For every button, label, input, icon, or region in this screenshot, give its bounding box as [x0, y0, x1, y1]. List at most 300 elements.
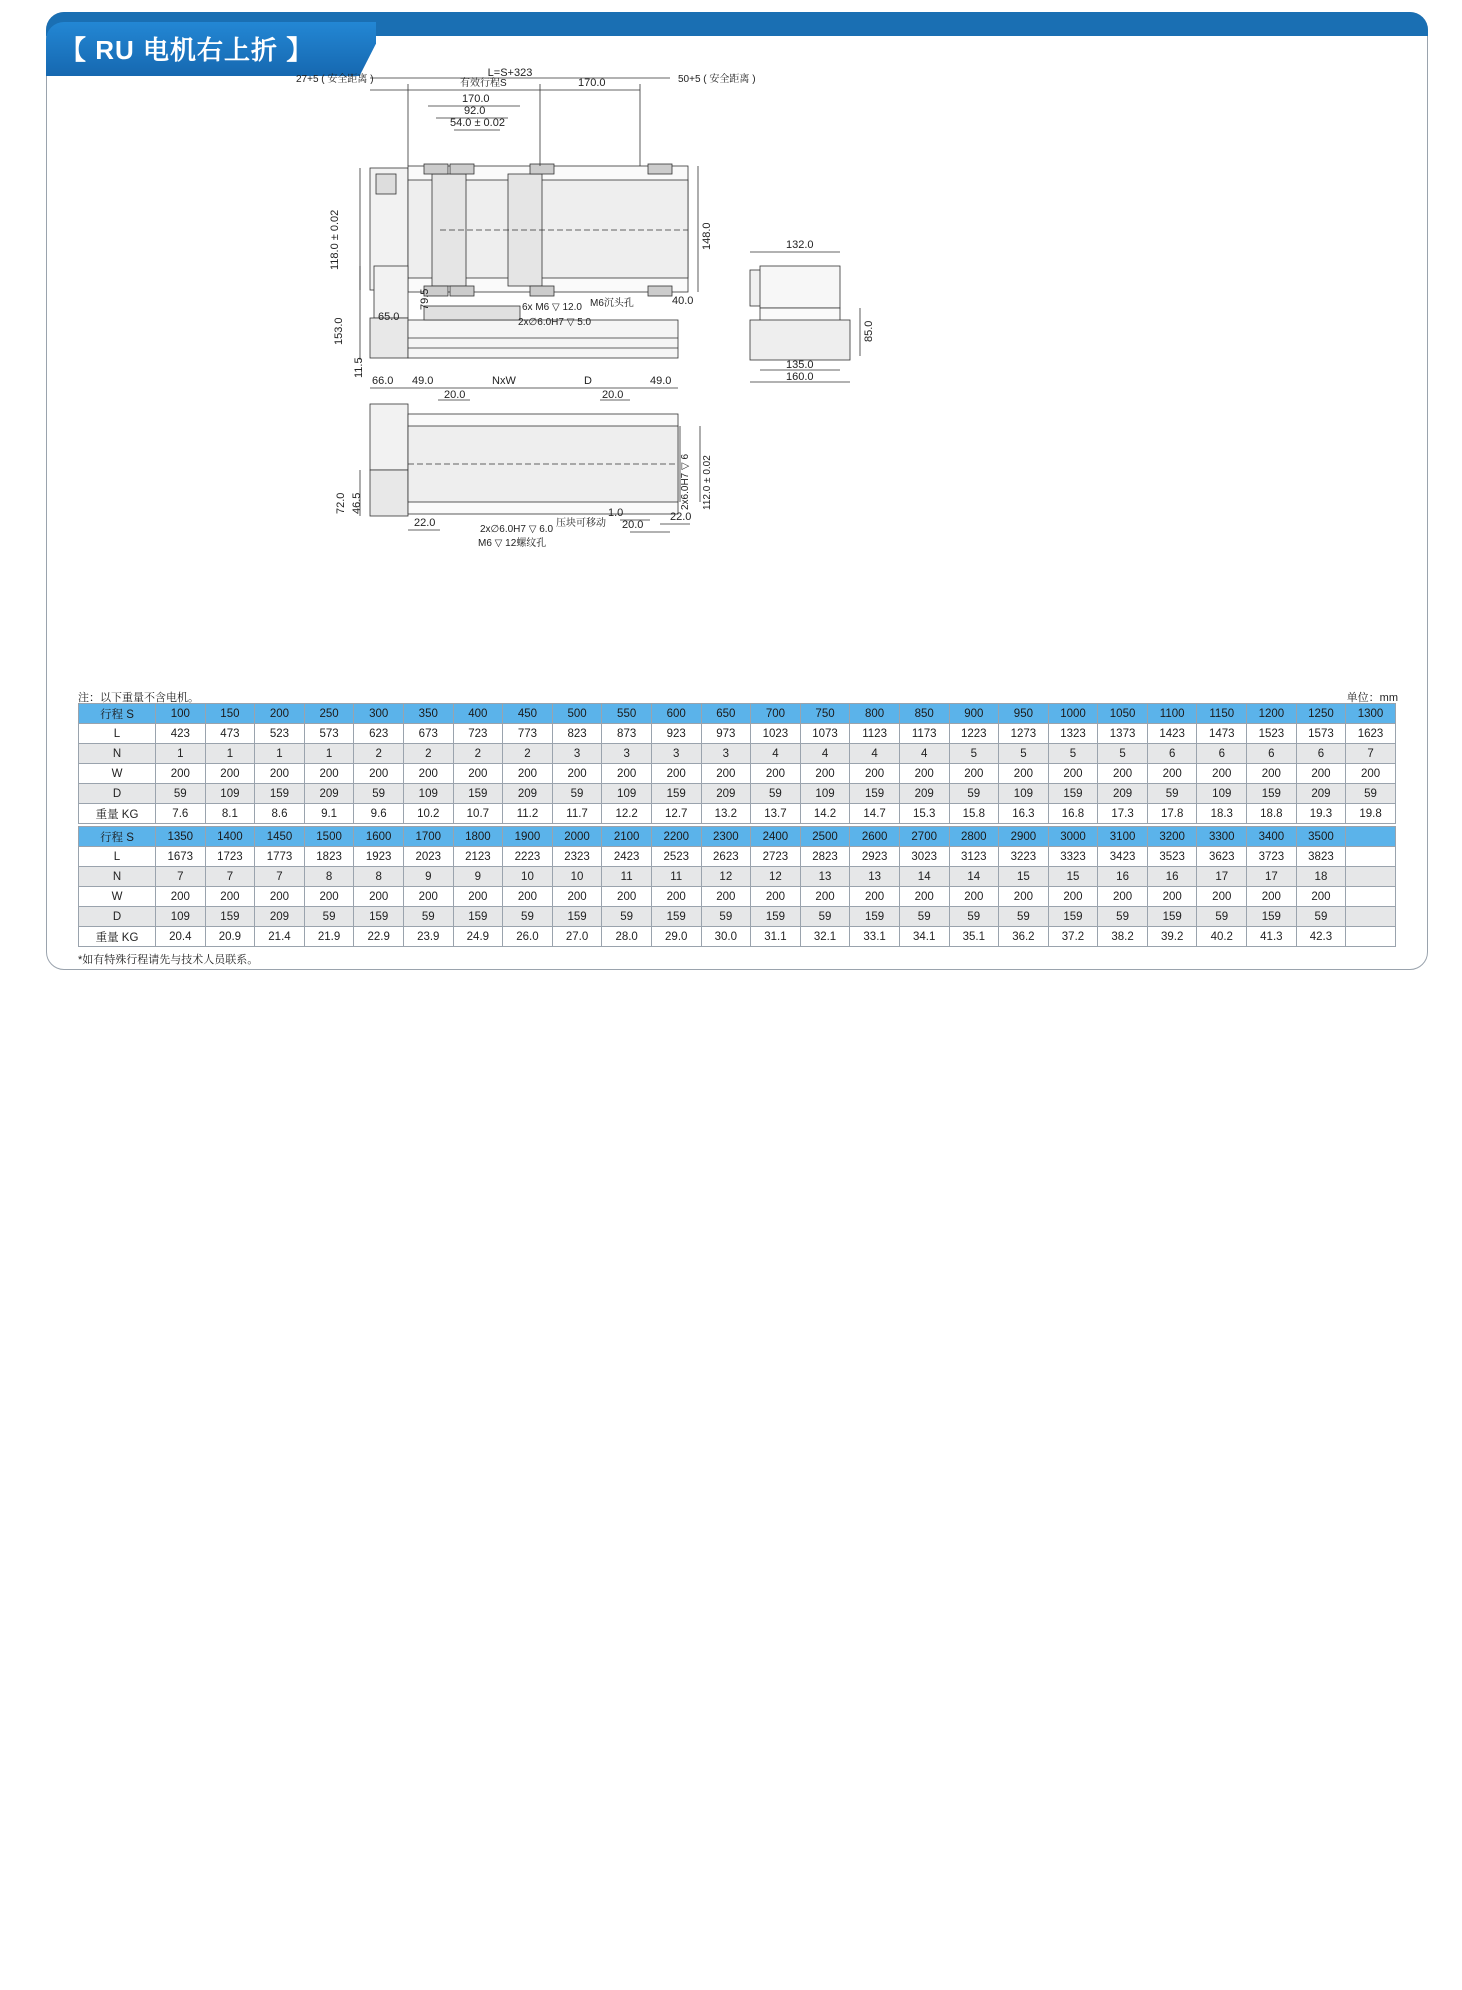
- table-cell: 19.3: [1296, 804, 1346, 824]
- table-cell: 159: [1247, 907, 1297, 927]
- table-cell: 1123: [850, 724, 900, 744]
- table-cell: 18.8: [1247, 804, 1297, 824]
- table-cell: 2523: [651, 847, 701, 867]
- table-cell: 1323: [1048, 724, 1098, 744]
- table-cell: 41.3: [1247, 927, 1297, 947]
- dim-65: 65.0: [378, 311, 400, 323]
- table-cell: 3623: [1197, 847, 1247, 867]
- table-cell: 200: [1147, 887, 1197, 907]
- dim-160: 160.0: [786, 371, 814, 383]
- table-cell: 9: [453, 867, 503, 887]
- table-cell: 500: [552, 704, 602, 724]
- table-cell: 209: [899, 784, 949, 804]
- row-label: D: [79, 784, 156, 804]
- table-cell: 13: [850, 867, 900, 887]
- table-cell: 200: [403, 764, 453, 784]
- table-cell: 2300: [701, 827, 751, 847]
- table-cell: 6: [1247, 744, 1297, 764]
- dim-132: 132.0: [786, 239, 814, 251]
- table-cell: 1000: [1048, 704, 1098, 724]
- table-cell: 200: [1296, 764, 1346, 784]
- dim-1: 1.0: [608, 507, 624, 519]
- table-cell: 1923: [354, 847, 404, 867]
- table-cell: 100: [156, 704, 206, 724]
- table-cell: 59: [552, 784, 602, 804]
- table-cell: 28.0: [602, 927, 652, 947]
- unit-note: 单位：mm: [1346, 692, 1398, 704]
- table-cell: 10: [503, 867, 553, 887]
- table-cell: 17.3: [1098, 804, 1148, 824]
- dim-85: 85.0: [863, 320, 875, 342]
- table-cell: 1450: [255, 827, 305, 847]
- table-cell: 200: [1197, 887, 1247, 907]
- table-cell: 1150: [1197, 704, 1247, 724]
- table-cell: 109: [602, 784, 652, 804]
- table-cell: 39.2: [1147, 927, 1197, 947]
- dim-49-left: 49.0: [412, 375, 434, 387]
- table-cell: 13.2: [701, 804, 751, 824]
- table-cell: 20.9: [205, 927, 255, 947]
- table-cell: [1346, 847, 1396, 867]
- table-cell: 15: [999, 867, 1049, 887]
- table-cell: 5: [1098, 744, 1148, 764]
- table-cell: 14: [899, 867, 949, 887]
- table-cell: 1373: [1098, 724, 1148, 744]
- dim-total-length: L=S+323: [487, 67, 533, 79]
- table-cell: 200: [800, 887, 850, 907]
- table-cell: 159: [850, 784, 900, 804]
- table-cell: 1900: [503, 827, 553, 847]
- table-row: [79, 927, 1396, 947]
- table-cell: 209: [701, 784, 751, 804]
- slider-movable-note: 压块可移动: [556, 518, 606, 529]
- table-cell: 2: [503, 744, 553, 764]
- table-cell: 10: [552, 867, 602, 887]
- table-cell: 14.2: [800, 804, 850, 824]
- table-cell: 450: [503, 704, 553, 724]
- table-cell: 2923: [850, 847, 900, 867]
- table-cell: 209: [503, 784, 553, 804]
- table-cell: 17.8: [1147, 804, 1197, 824]
- table-cell: 14.7: [850, 804, 900, 824]
- table-cell: 1: [304, 744, 354, 764]
- table-cell: 700: [751, 704, 801, 724]
- table-cell: 7: [205, 867, 255, 887]
- table-cell: 59: [354, 784, 404, 804]
- counterbore-m6: M6沉头孔: [590, 298, 634, 309]
- table-cell: 800: [850, 704, 900, 724]
- table-cell: 109: [800, 784, 850, 804]
- table-cell: 2323: [552, 847, 602, 867]
- table-cell: 1400: [205, 827, 255, 847]
- table-cell: 7.6: [156, 804, 206, 824]
- table-cell: [1346, 867, 1396, 887]
- table-cell: 1223: [949, 724, 999, 744]
- table-cell: 200: [1098, 764, 1148, 784]
- weight-note: 注：以下重量不含电机。: [78, 692, 199, 704]
- table-cell: 3123: [949, 847, 999, 867]
- table-cell: 200: [701, 764, 751, 784]
- table-cell: 2423: [602, 847, 652, 867]
- table-cell: 13: [800, 867, 850, 887]
- table-cell: 573: [304, 724, 354, 744]
- table-cell: 1100: [1147, 704, 1197, 724]
- table-cell: 159: [255, 784, 305, 804]
- table-row: [79, 887, 1396, 907]
- table-cell: 200: [304, 887, 354, 907]
- technical-drawing: [296, 67, 1100, 690]
- dim-safe-left: 27+5 ( 安全距离 ): [296, 74, 374, 85]
- table-cell: 59: [1296, 907, 1346, 927]
- table-cell: 2700: [899, 827, 949, 847]
- table-cell: 2123: [453, 847, 503, 867]
- table-cell: 20.4: [156, 927, 206, 947]
- table-cell: 17: [1197, 867, 1247, 887]
- dim-d: D: [584, 375, 592, 387]
- table-cell: 1773: [255, 847, 305, 867]
- dim-nxw: NxW: [492, 375, 516, 387]
- table-cell: 1: [205, 744, 255, 764]
- table-cell: 550: [602, 704, 652, 724]
- table-cell: 59: [949, 907, 999, 927]
- table-cell: 14: [949, 867, 999, 887]
- table-cell: 1623: [1346, 724, 1396, 744]
- table-cell: 30.0: [701, 927, 751, 947]
- table-cell: 1700: [403, 827, 453, 847]
- table-cell: 59: [1197, 907, 1247, 927]
- table-cell: 200: [205, 887, 255, 907]
- table-cell: 200: [949, 887, 999, 907]
- table-cell: 34.1: [899, 927, 949, 947]
- table-cell: 3100: [1098, 827, 1148, 847]
- dim-49-right: 49.0: [650, 375, 672, 387]
- table-cell: 27.0: [552, 927, 602, 947]
- table-cell: 37.2: [1048, 927, 1098, 947]
- dim-54: 54.0 ± 0.02: [450, 117, 505, 129]
- table-cell: 300: [354, 704, 404, 724]
- dim-22-left: 22.0: [414, 517, 436, 529]
- pin-2x6-6: 2x∅6.0H7 ▽ 6.0: [480, 524, 554, 535]
- dim-72: 72.0: [335, 492, 347, 514]
- table-cell: 200: [651, 887, 701, 907]
- table-cell: 16.8: [1048, 804, 1098, 824]
- table-cell: 2600: [850, 827, 900, 847]
- table-cell: 11.7: [552, 804, 602, 824]
- table-cell: 159: [453, 784, 503, 804]
- table-cell: 12: [701, 867, 751, 887]
- table-cell: 200: [403, 887, 453, 907]
- table-cell: 8: [354, 867, 404, 887]
- table-cell: 209: [1296, 784, 1346, 804]
- table-cell: 2400: [751, 827, 801, 847]
- table-cell: 16.3: [999, 804, 1049, 824]
- dim-20-b: 20.0: [602, 389, 624, 401]
- dim-148: 148.0: [701, 222, 713, 250]
- table-cell: 3500: [1296, 827, 1346, 847]
- table-cell: 6: [1296, 744, 1346, 764]
- table-cell: 850: [899, 704, 949, 724]
- table-cell: 109: [156, 907, 206, 927]
- spec-table-1: [78, 703, 1396, 824]
- table-cell: 3823: [1296, 847, 1346, 867]
- dim-46-5: 46.5: [351, 492, 363, 514]
- table-cell: 40.2: [1197, 927, 1247, 947]
- dim-170-top: 170.0: [462, 93, 490, 105]
- table-cell: 523: [255, 724, 305, 744]
- row-label: 行程 S: [79, 827, 156, 847]
- table-cell: 59: [602, 907, 652, 927]
- table-cell: 13.7: [751, 804, 801, 824]
- table-cell: 59: [751, 784, 801, 804]
- table-cell: 200: [1098, 887, 1148, 907]
- table-cell: 5: [949, 744, 999, 764]
- spec-table-2: [78, 826, 1396, 947]
- table-cell: 3423: [1098, 847, 1148, 867]
- table-cell: 10.7: [453, 804, 503, 824]
- row-label: W: [79, 887, 156, 907]
- table-cell: 5: [999, 744, 1049, 764]
- table-cell: 2223: [503, 847, 553, 867]
- table-cell: 12.2: [602, 804, 652, 824]
- table-cell: 150: [205, 704, 255, 724]
- table-cell: 35.1: [949, 927, 999, 947]
- table-cell: 1200: [1247, 704, 1297, 724]
- table-row: [79, 764, 1396, 784]
- dim-118: 118.0 ± 0.02: [329, 209, 341, 270]
- dim-153: 153.0: [333, 317, 345, 345]
- dim-20-a: 20.0: [444, 389, 466, 401]
- table-cell: 2500: [800, 827, 850, 847]
- table-cell: 16: [1098, 867, 1148, 887]
- table-cell: 200: [354, 764, 404, 784]
- table-cell: 15.8: [949, 804, 999, 824]
- table-row: [79, 704, 1396, 724]
- table-cell: 159: [1048, 907, 1098, 927]
- table-cell: 1: [156, 744, 206, 764]
- table-cell: 200: [602, 764, 652, 784]
- table-cell: 4: [899, 744, 949, 764]
- table-cell: 200: [1048, 764, 1098, 784]
- table-cell: 21.9: [304, 927, 354, 947]
- table-cell: 159: [1048, 784, 1098, 804]
- table-cell: 350: [403, 704, 453, 724]
- dim-92: 92.0: [464, 105, 486, 117]
- table-cell: 1173: [899, 724, 949, 744]
- table-cell: 159: [354, 907, 404, 927]
- table-row: [79, 827, 1396, 847]
- table-cell: 1823: [304, 847, 354, 867]
- dim-40: 40.0: [672, 295, 694, 307]
- table-cell: 2723: [751, 847, 801, 867]
- table-cell: 200: [156, 887, 206, 907]
- table-cell: 200: [1346, 764, 1396, 784]
- table-cell: 15.3: [899, 804, 949, 824]
- table-cell: 1050: [1098, 704, 1148, 724]
- table-cell: 650: [701, 704, 751, 724]
- table-cell: 200: [751, 764, 801, 784]
- row-label: D: [79, 907, 156, 927]
- table-cell: 16: [1147, 867, 1197, 887]
- table-cell: 623: [354, 724, 404, 744]
- table-cell: 31.1: [751, 927, 801, 947]
- table-cell: 59: [800, 907, 850, 927]
- table-cell: 2000: [552, 827, 602, 847]
- table-cell: 873: [602, 724, 652, 744]
- table-cell: 3: [701, 744, 751, 764]
- table-cell: 3723: [1247, 847, 1297, 867]
- table-cell: 3023: [899, 847, 949, 867]
- table-cell: 9.6: [354, 804, 404, 824]
- table-cell: 200: [850, 887, 900, 907]
- table-cell: 3: [552, 744, 602, 764]
- table-row: [79, 847, 1396, 867]
- dim-11-5: 11.5: [353, 357, 365, 378]
- table-cell: 200: [800, 764, 850, 784]
- table-cell: 200: [899, 887, 949, 907]
- table-cell: [1346, 887, 1396, 907]
- table-cell: 200: [255, 704, 305, 724]
- table-cell: 12.7: [651, 804, 701, 824]
- table-cell: 200: [999, 887, 1049, 907]
- table-cell: 200: [354, 887, 404, 907]
- table-cell: 23.9: [403, 927, 453, 947]
- table-cell: 18: [1296, 867, 1346, 887]
- table-cell: 9.1: [304, 804, 354, 824]
- table-cell: 4: [850, 744, 900, 764]
- table-cell: 21.4: [255, 927, 305, 947]
- table-cell: 200: [453, 887, 503, 907]
- table-cell: 1673: [156, 847, 206, 867]
- table-cell: 4: [751, 744, 801, 764]
- table-cell: 200: [1147, 764, 1197, 784]
- table-cell: 2: [354, 744, 404, 764]
- table-cell: 109: [205, 784, 255, 804]
- table-cell: 26.0: [503, 927, 553, 947]
- table-cell: 473: [205, 724, 255, 744]
- table-cell: 42.3: [1296, 927, 1346, 947]
- table-cell: 673: [403, 724, 453, 744]
- table-cell: 200: [552, 764, 602, 784]
- table-cell: 209: [255, 907, 305, 927]
- row-label: 行程 S: [79, 704, 156, 724]
- pin-2x6-5: 2x∅6.0H7 ▽ 5.0: [518, 317, 592, 328]
- table-cell: 159: [552, 907, 602, 927]
- table-cell: 200: [1247, 764, 1297, 784]
- table-cell: 2900: [999, 827, 1049, 847]
- table-cell: 159: [651, 784, 701, 804]
- table-cell: 109: [1197, 784, 1247, 804]
- table-cell: 209: [1098, 784, 1148, 804]
- table-cell: 6: [1147, 744, 1197, 764]
- table-cell: 10.2: [403, 804, 453, 824]
- table-cell: 22.9: [354, 927, 404, 947]
- table-cell: 59: [304, 907, 354, 927]
- row-label: N: [79, 744, 156, 764]
- table-cell: 200: [304, 764, 354, 784]
- table-cell: 59: [403, 907, 453, 927]
- dim-safe-right: 50+5 ( 安全距离 ): [678, 74, 756, 85]
- dim-20-c: 20.0: [622, 519, 644, 531]
- table-cell: 8: [304, 867, 354, 887]
- table-cell: 3300: [1197, 827, 1247, 847]
- hole-6x-m6: 6x M6 ▽ 12.0: [522, 302, 582, 313]
- table-cell: 750: [800, 704, 850, 724]
- table-row: [79, 804, 1396, 824]
- table-cell: 4: [800, 744, 850, 764]
- table-cell: 200: [850, 764, 900, 784]
- table-cell: 1073: [800, 724, 850, 744]
- table-cell: 159: [651, 907, 701, 927]
- table-cell: 3200: [1147, 827, 1197, 847]
- table-cell: 200: [1048, 887, 1098, 907]
- table-cell: 1423: [1147, 724, 1197, 744]
- table-cell: 1523: [1247, 724, 1297, 744]
- table-cell: 59: [701, 907, 751, 927]
- table-cell: 1273: [999, 724, 1049, 744]
- table-cell: 59: [156, 784, 206, 804]
- dim-135: 135.0: [786, 359, 814, 371]
- table-cell: 159: [205, 907, 255, 927]
- table-cell: 159: [850, 907, 900, 927]
- table-cell: 923: [651, 724, 701, 744]
- special-stroke-footnote: *如有特殊行程请先与技术人员联系。: [78, 954, 259, 966]
- table-cell: 200: [503, 887, 553, 907]
- table-cell: 1350: [156, 827, 206, 847]
- table-cell: [1346, 907, 1396, 927]
- table-cell: 950: [999, 704, 1049, 724]
- table-cell: 159: [1147, 907, 1197, 927]
- table-cell: 109: [999, 784, 1049, 804]
- table-cell: 24.9: [453, 927, 503, 947]
- table-cell: 2023: [403, 847, 453, 867]
- table-cell: 1500: [304, 827, 354, 847]
- dim-effective-stroke: 有效行程S: [460, 78, 507, 89]
- table-cell: 723: [453, 724, 503, 744]
- table-cell: 200: [255, 764, 305, 784]
- table-cell: [1346, 927, 1396, 947]
- dim-170-right: 170.0: [578, 77, 606, 89]
- table-cell: 33.1: [850, 927, 900, 947]
- table-cell: 5: [1048, 744, 1098, 764]
- table-row: [79, 724, 1396, 744]
- table-cell: 3223: [999, 847, 1049, 867]
- table-cell: 200: [156, 764, 206, 784]
- table-cell: 200: [1247, 887, 1297, 907]
- row-label: 重量 KG: [79, 927, 156, 947]
- table-cell: 1250: [1296, 704, 1346, 724]
- table-cell: 11: [602, 867, 652, 887]
- table-cell: 18.3: [1197, 804, 1247, 824]
- table-cell: 7: [156, 867, 206, 887]
- table-cell: 2823: [800, 847, 850, 867]
- table-cell: 823: [552, 724, 602, 744]
- table-cell: 59: [999, 907, 1049, 927]
- table-cell: 1800: [453, 827, 503, 847]
- table-cell: 7: [1346, 744, 1396, 764]
- table-cell: 159: [453, 907, 503, 927]
- row-label: L: [79, 724, 156, 744]
- table-cell: 200: [701, 887, 751, 907]
- thread-m6: M6 ▽ 12螺纹孔: [478, 538, 547, 549]
- table-cell: 423: [156, 724, 206, 744]
- table-cell: 773: [503, 724, 553, 744]
- row-label: L: [79, 847, 156, 867]
- table-cell: 59: [899, 907, 949, 927]
- table-cell: 600: [651, 704, 701, 724]
- table-cell: 17: [1247, 867, 1297, 887]
- table-cell: 159: [1247, 784, 1297, 804]
- table-cell: 200: [503, 764, 553, 784]
